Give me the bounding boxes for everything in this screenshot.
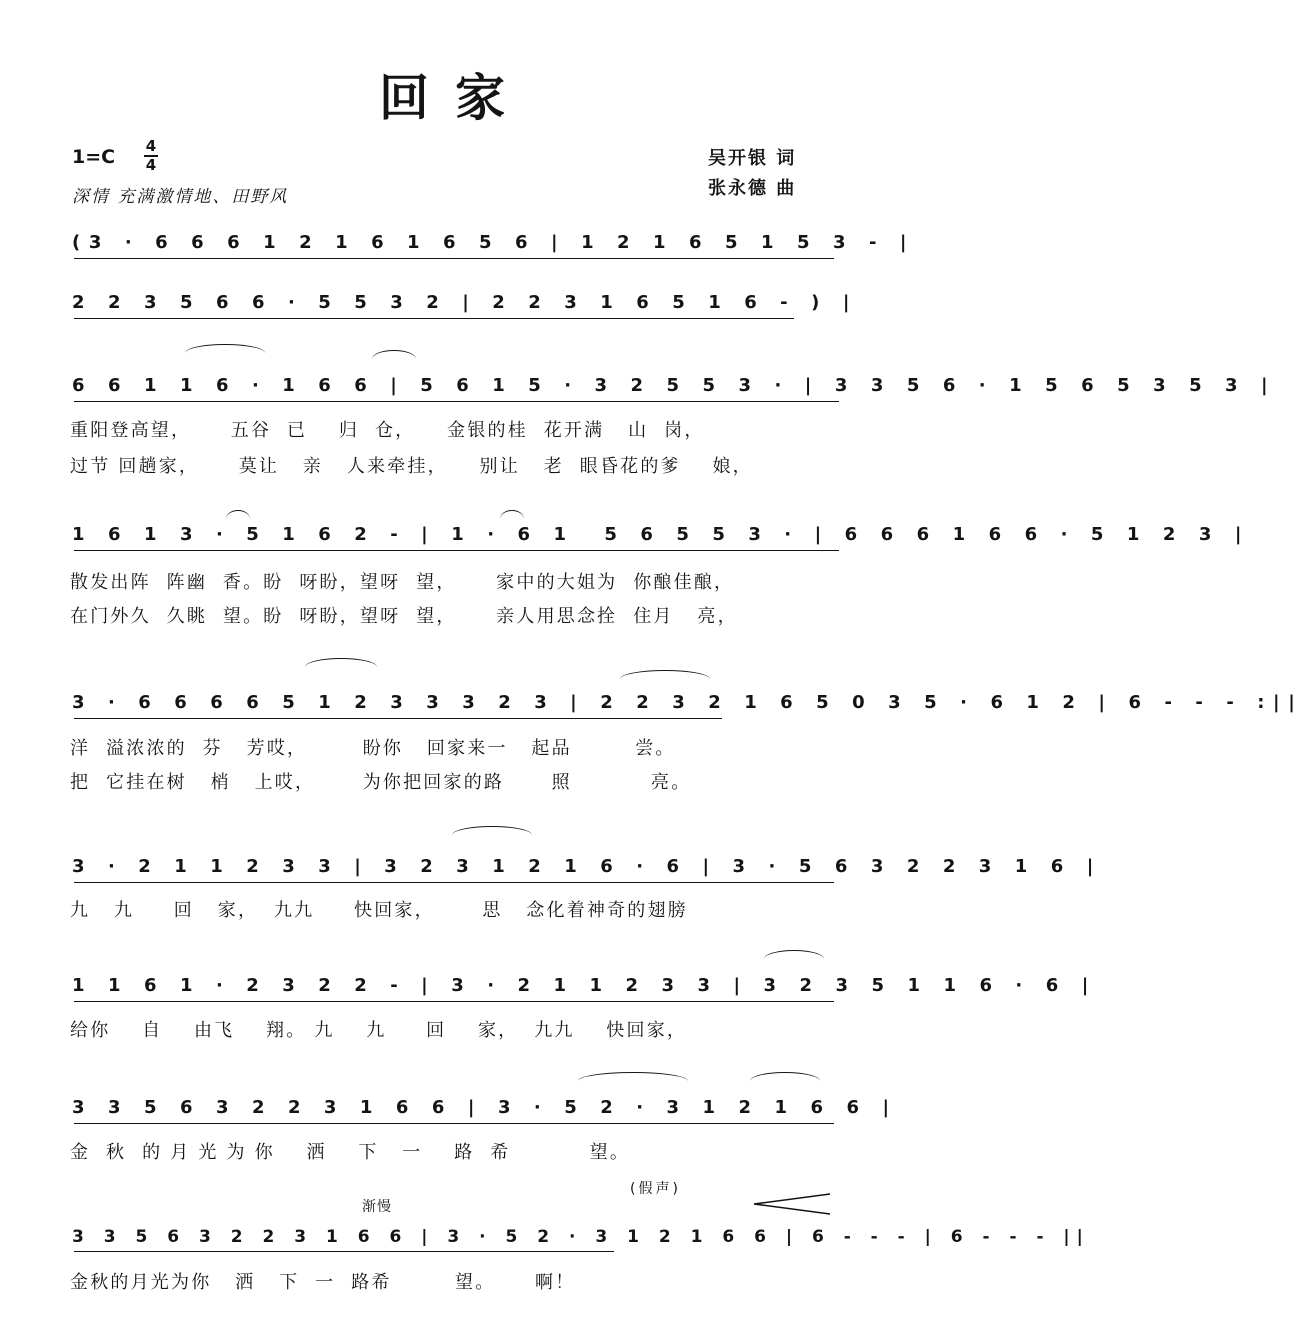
lyric-row-3-verse-2: 过节 回趟家， 莫让 亲 人来牵挂， 别让 老 眼昏花的爹 娘， <box>70 456 753 477</box>
lyricist-credit: 吴开银 词 <box>708 148 797 169</box>
composer-credit: 张永德 曲 <box>708 178 797 199</box>
decrescendo-mark <box>752 1192 832 1216</box>
slur <box>764 950 824 959</box>
beam-line <box>74 401 839 402</box>
notation-row-1: (3 · 6 6 6 1 2 1 6 1 6 5 6 | 1 2 1 6 5 1 5 3 - | <box>72 232 916 253</box>
notation-row-2: 2 2 3 5 6 6 · 5 5 3 2 | 2 2 3 1 6 5 1 6 - ) | <box>72 292 858 313</box>
beam-line <box>74 258 834 259</box>
lyric-row-4-verse-2: 在门外久 久眺 望。盼 呀盼，望呀 望， 亲人用思念拴 住月 亮， <box>70 606 738 627</box>
lyric-row-3-verse-1: 重阳登高望， 五谷 已 归 仓， 金银的桂 花开满 山 岗， <box>70 420 705 441</box>
slur <box>185 344 265 353</box>
slur <box>578 1072 688 1081</box>
notation-row-4: 1 6 1 3 · 5 1 6 2 - | 1 · 6 1 5 6 5 5 3 · | 6 6 6 1 6 6 · 5 1 2 3 | <box>72 524 1251 545</box>
beam-line <box>74 718 722 719</box>
slur <box>452 826 532 835</box>
lyric-row-6: 九 九 回 家， 九九 快回家， 思 念化着神奇的翅膀 <box>70 900 688 921</box>
lyric-row-5-verse-1: 洋 溢浓浓的 芬 芳哎， 盼你 回家来一 起品 尝。 <box>70 738 676 759</box>
time-signature <box>144 138 158 174</box>
beam-line <box>74 318 794 319</box>
slur <box>305 658 377 667</box>
beam-line <box>74 882 834 883</box>
notation-row-7: 1 1 6 1 · 2 3 2 2 - | 3 · 2 1 1 2 3 3 | 3 2 3 5 1 1 6 · 6 | <box>72 975 1097 996</box>
lyric-row-5-verse-2: 把 它挂在树 梢 上哎， 为你把回家的路 照 亮。 <box>70 772 692 793</box>
slur <box>750 1072 820 1081</box>
lyric-row-4-verse-1: 散发出阵 阵幽 香。盼 呀盼，望呀 望， 家中的大姐为 你酿佳酿， <box>70 572 735 593</box>
slur <box>500 510 524 519</box>
beam-line <box>74 550 839 551</box>
song-title: 回家 <box>379 68 531 127</box>
slur <box>620 670 710 679</box>
beam-line <box>74 1123 834 1124</box>
slur <box>226 510 250 519</box>
beam-line <box>74 1001 834 1002</box>
beam-line <box>74 1251 614 1252</box>
tempo-marking: 渐慢 <box>362 1199 392 1215</box>
notation-row-6: 3 · 2 1 1 2 3 3 | 3 2 3 1 2 1 6 · 6 | 3 · 5 6 3 2 2 3 1 6 | <box>72 856 1102 877</box>
falsetto-marking: (假声) <box>630 1181 681 1197</box>
key-signature: 1=C <box>72 146 116 168</box>
notation-row-5: 3 · 6 6 6 6 5 1 2 3 3 3 2 3 | 2 2 3 2 1 6 5 0 3 5 · 6 1 2 | 6 - - - :|| <box>72 692 1303 713</box>
meter-top: 4 <box>145 137 157 155</box>
notation-row-3: 6 6 1 1 6 · 1 6 6 | 5 6 1 5 · 3 2 5 5 3 · | 3 3 5 6 · 1 5 6 5 3 5 3 | <box>72 375 1277 396</box>
notation-row-9: 3 3 5 6 3 2 2 3 1 6 6 | 3 · 5 2 · 3 1 2 1 6 6 | 6 - - - | 6 - - - || <box>72 1227 1090 1247</box>
expression-marking: 深情 充满激情地、田野风 <box>72 187 289 207</box>
meter-bottom: 4 <box>145 156 157 174</box>
notation-row-8: 3 3 5 6 3 2 2 3 1 6 6 | 3 · 5 2 · 3 1 2 1 6 6 | <box>72 1097 898 1118</box>
lyric-row-8: 金 秋 的 月 光 为 你 洒 下 一 路 希 望。 <box>70 1142 631 1163</box>
lyric-row-9: 金秋的月光为你 洒 下 一 路希 望。 啊！ <box>70 1272 576 1293</box>
lyric-row-7: 给你 自 由飞 翔。 九 九 回 家， 九九 快回家， <box>70 1020 688 1041</box>
slur <box>372 350 416 359</box>
